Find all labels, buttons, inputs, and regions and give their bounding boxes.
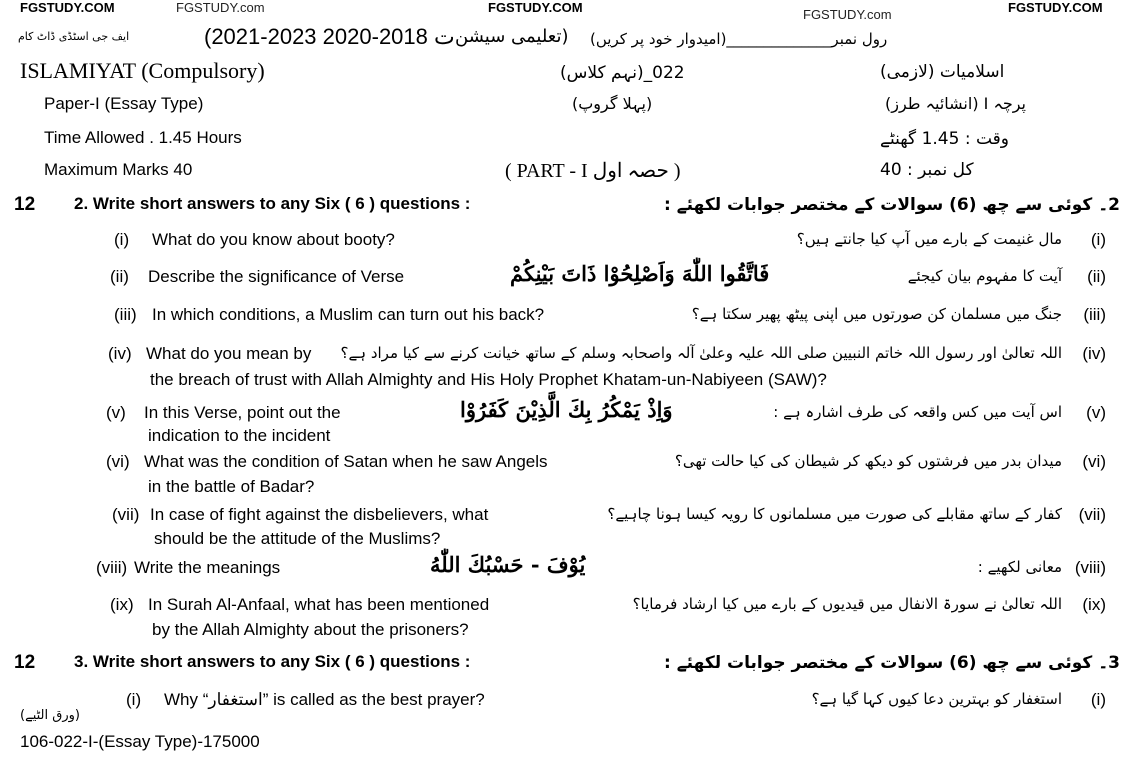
session-years: (2021-2023 ت 2018-2020 <box>204 24 455 49</box>
subject-title-urdu: اسلامیات (لازمی) <box>880 62 1005 82</box>
time-allowed-urdu: وقت : 1.45 گھنٹے <box>880 129 1009 149</box>
roll-number-field: رول نمبر______________(امیدوار خود پر کریں) <box>590 30 888 48</box>
question-text-urdu: آیت کا مفہوم بیان کیجئے <box>907 267 1062 285</box>
question-text-en: Why “استغفار” is called as the best prayer? <box>164 690 485 709</box>
question-number: (vi) <box>106 452 130 471</box>
question-number: (viii) <box>96 558 128 577</box>
question-text-urdu: کفار کے ساتھ مقابلے کی صورت میں مسلمانوں کا رویہ کیسا ہونا چاہیے؟ <box>607 505 1062 523</box>
question-number-urdu: (i) <box>1090 690 1106 709</box>
question-number: (vii) <box>112 505 140 524</box>
question-text-urdu: استغفار کو بہترین دعا کیوں کہا گیا ہے؟ <box>811 690 1062 708</box>
question-number-urdu: (v) <box>1086 403 1106 422</box>
question-text-urdu: میدان بدر میں فرشتوں کو دیکھ کر شیطان کی کیا حالت تھی؟ <box>674 452 1062 470</box>
q2-heading: 2. Write short answers to any Six ( 6 ) questions : <box>74 194 471 213</box>
question-text-urdu: جنگ میں مسلمان کن صورتوں میں اپنی پیٹھ پھیر سکتا ہے؟ <box>691 305 1062 323</box>
question-text-urdu: اللہ تعالیٰ اور رسول اللہ خاتم النبیین صلی اللہ علیہ وعلیٰ آلہ واصحابہ وسلم کے ساتھ خیانت کرنے سے کیا مراد ہے؟ <box>340 344 1062 362</box>
question-number-urdu: (viii) <box>1074 558 1106 577</box>
question-number-urdu: (ii) <box>1087 267 1106 286</box>
q3-marks: 12 <box>14 652 36 673</box>
arabic-verse: يُوْفَ - حَسْبُكَ اللّٰهُ <box>430 552 586 577</box>
q3-heading: 3. Write short answers to any Six ( 6 ) questions : <box>74 652 471 671</box>
watermark: FGSTUDY.COM <box>488 0 583 15</box>
maximum-marks-urdu: کل نمبر : 40 <box>880 160 974 180</box>
question-text-en: In this Verse, point out the <box>144 403 341 422</box>
question-number-urdu: (i) <box>1090 230 1106 249</box>
question-number: (i) <box>114 230 130 249</box>
q3-heading-urdu: 3۔ کوئی سے چھ (6) سوالات کے مختصر جوابات لکھئے : <box>663 653 1120 673</box>
group-label: (پہلا گروپ) <box>572 94 653 113</box>
paper-code: 022_(نہم کلاس) <box>560 63 685 83</box>
q2-heading-urdu: 2۔ کوئی سے چھ (6) سوالات کے مختصر جوابات لکھئے : <box>663 195 1120 215</box>
question-number-urdu: (vi) <box>1082 452 1106 471</box>
question-text-en: Describe the significance of Verse <box>148 267 405 286</box>
question-text-en: Write the meanings <box>134 558 281 577</box>
question-number: (iii) <box>114 305 137 324</box>
question-text-en: In which conditions, a Muslim can turn out his back? <box>152 305 545 324</box>
time-allowed: Time Allowed . 1.45 Hours <box>44 128 242 147</box>
paper-type: Paper-I (Essay Type) <box>44 94 204 113</box>
paper-type-urdu: پرچہ I (انشائیہ طرز) <box>885 94 1027 113</box>
question-text-en: What do you mean by <box>146 344 312 363</box>
paper-footer-code: 106-022-I-(Essay Type)-175000 <box>20 732 260 751</box>
arabic-verse: فَاتَّقُوا اللّٰهَ وَاَصْلِحُوْا ذَاتَ بَيْنِكُمْ <box>510 261 770 286</box>
maximum-marks: Maximum Marks 40 <box>44 160 193 179</box>
question-text-en: In case of fight against the disbelievers, what <box>150 505 489 524</box>
part-label: ( PART - I حصہ اول ) <box>505 160 681 182</box>
question-text-urdu: معانی لکھیے : <box>977 558 1062 576</box>
question-number-urdu: (iii) <box>1083 305 1106 324</box>
question-text-urdu: اللہ تعالیٰ نے سورۃ الانفال میں قیدیوں کے بارے میں کیا ارشاد فرمایا؟ <box>632 595 1062 613</box>
q2-marks: 12 <box>14 194 36 215</box>
question-text-en: In Surah Al-Anfaal, what has been mentioned <box>148 595 490 614</box>
question-text-urdu: مال غنیمت کے بارے میں آپ کیا جانتے ہیں؟ <box>796 230 1062 248</box>
question-text-urdu: اس آیت میں کس واقعہ کی طرف اشارہ ہے : <box>773 403 1062 421</box>
question-text-en: the breach of trust with Allah Almighty and His Holy Prophet Khatam-un-Nabiyeen (SAW)? <box>150 370 827 389</box>
question-number-urdu: (iv) <box>1082 344 1106 363</box>
arabic-verse: وَاِذْ يَمْكُرُ بِكَ الَّذِيْنَ كَفَرُوْا <box>460 397 673 422</box>
question-text-en: indication to the incident <box>148 426 331 445</box>
question-number: (ii) <box>110 267 129 286</box>
question-text-en: should be the attitude of the Muslims? <box>154 529 441 548</box>
watermark: FGSTUDY.com <box>803 7 892 22</box>
question-number: (ix) <box>110 595 134 614</box>
watermark: FGSTUDY.COM <box>20 0 115 15</box>
watermark: FGSTUDY.COM <box>1008 0 1103 15</box>
question-number: (i) <box>126 690 142 709</box>
watermark: FGSTUDY.com <box>176 0 265 15</box>
question-number-urdu: (ix) <box>1082 595 1106 614</box>
session-label: (تعلیمی سیشن <box>455 26 569 47</box>
question-text-en: in the battle of Badar? <box>148 477 315 496</box>
question-text-en: What was the condition of Satan when he saw Angels <box>144 452 548 471</box>
turn-over-note: (ورق الٹیے) <box>20 708 80 723</box>
question-text-en: What do you know about booty? <box>152 230 395 249</box>
question-number-urdu: (vii) <box>1078 505 1106 524</box>
question-number: (iv) <box>108 344 132 363</box>
watermark-urdu: ایف جی اسٹڈی ڈاٹ کام <box>18 30 130 43</box>
subject-title: ISLAMIYAT (Compulsory) <box>20 58 265 83</box>
question-text-en: by the Allah Almighty about the prisoners? <box>152 620 469 639</box>
question-number: (v) <box>106 403 126 422</box>
